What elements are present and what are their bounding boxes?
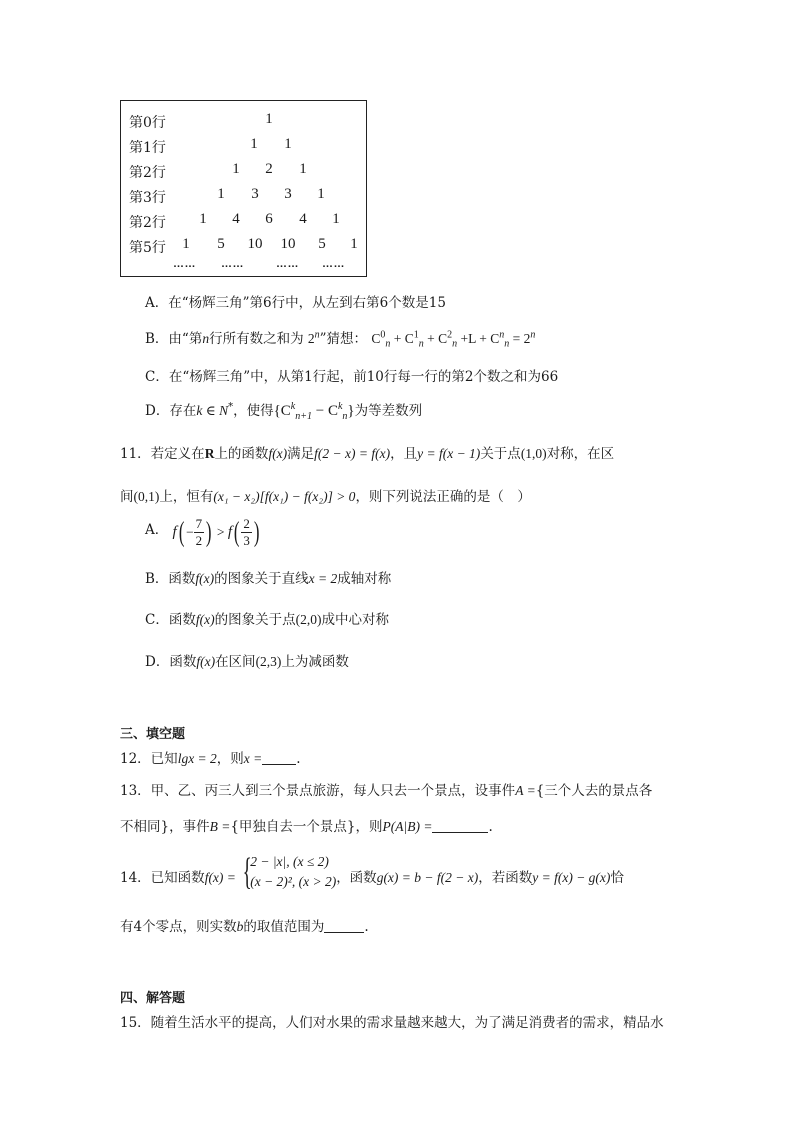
math-fx-def: f(x) = xyxy=(204,870,236,885)
option-text: 成轴对称 xyxy=(337,571,392,587)
option-text: 在区间 xyxy=(215,654,256,670)
stem-text: 恰 xyxy=(610,870,624,886)
stem-text: 关于点 xyxy=(480,446,521,462)
stem-text: ，函数 xyxy=(336,870,377,886)
q10-option-b xyxy=(145,327,535,350)
math-fx: f(x) xyxy=(195,571,215,586)
stem-text: ，若函数 xyxy=(478,870,533,886)
option-text: 的图象关于点 xyxy=(214,612,296,628)
triangle-number: 2 xyxy=(265,161,273,177)
triangle-number: 1 xyxy=(232,161,240,177)
ellipsis: …… xyxy=(221,258,244,270)
math-conditional-prob: P(A|B) = xyxy=(382,819,433,834)
piecewise-case: (x − 2)², (x > 2) xyxy=(250,874,337,889)
math-interval: (2,3) xyxy=(255,654,282,669)
q10-option-c: C．在“杨辉三角”中，从第1行起，前10行每一行的第2个数之和为66 xyxy=(145,369,559,385)
answer-blank[interactable] xyxy=(324,920,364,933)
answer-blank[interactable] xyxy=(262,752,296,765)
option-text: 的图象关于直线 xyxy=(214,571,309,587)
q14-line1 xyxy=(120,852,624,896)
row-label: 第0行 xyxy=(129,115,166,131)
q11-option-a: A． f( − $\frac{7}{2}$ ) > f( $\frac{2}{3}$ ) xyxy=(145,516,260,548)
triangle-number: 1 xyxy=(250,136,258,152)
triangle-number: 4 xyxy=(299,211,307,227)
answer-blank[interactable] xyxy=(432,820,488,833)
binomial-sum-formula: $C^0_n + C^1_n + C^2_n +L + C^n_n = 2^n$ xyxy=(371,329,536,350)
math-monotonic-ineq: (x₁ − x₂)[f(x₁) − f(x₂)] > 0 xyxy=(213,489,356,504)
triangle-number: 6 xyxy=(265,211,273,227)
math-fx: f(x) xyxy=(195,612,215,627)
option-text: D．函数 xyxy=(145,654,197,670)
q15-stem: 15．随着生活水平的提高，人们对水果的需求量越来越大，为了满足消费者的需求，精品水 xyxy=(120,1015,664,1031)
math-R: R xyxy=(204,446,215,461)
triangle-number: 1 xyxy=(199,211,207,227)
stem-text: . xyxy=(296,751,301,767)
fraction-numerator: 7 xyxy=(195,516,203,531)
q11-option-d xyxy=(145,650,349,670)
math-gx-def: g(x) = b − f(2 − x) xyxy=(376,870,479,885)
q10-option-d: D．存在k ∈ N*，使得$\{C^k_{n+1} - C^k_n\}$为等差数列 xyxy=(145,401,423,422)
ellipsis: …… xyxy=(276,258,299,270)
stem-text: ，则 xyxy=(216,751,244,767)
stem-text: . xyxy=(488,819,493,835)
ellipsis: …… xyxy=(173,258,196,270)
q11-option-c xyxy=(145,608,389,628)
option-text: 成中心对称 xyxy=(321,612,389,628)
q12 xyxy=(120,747,301,767)
math-n: n xyxy=(202,331,210,346)
triangle-number: 1 xyxy=(332,211,340,227)
row-label: 第2行 xyxy=(129,215,166,231)
math-x: x = xyxy=(243,751,263,766)
stem-text: 上的函数 xyxy=(214,446,269,462)
math-log-eq: lgx = 2 xyxy=(177,751,217,766)
row-label: 第2行 xyxy=(129,165,166,181)
yanghui-triangle-table xyxy=(120,100,367,277)
math-fx: f(x) xyxy=(196,654,216,669)
option-text: ，使得 xyxy=(233,403,274,419)
piecewise-case: 2 − |x|, (x ≤ 2) xyxy=(250,854,329,869)
math-k-in-n: k ∈ N xyxy=(196,403,229,418)
triangle-number: 1 xyxy=(182,236,190,252)
q14-line2 xyxy=(120,915,369,935)
option-text: B．由“第 xyxy=(145,331,203,347)
triangle-number: 1 xyxy=(350,236,358,252)
q10-option-a: A．在“杨辉三角”第6行中，从左到右第6个数是15 xyxy=(145,295,446,311)
math-line: x = 2 xyxy=(308,571,338,586)
math-point: (1,0) xyxy=(520,446,547,461)
row-label: 第1行 xyxy=(129,140,166,156)
stem-text: {三个人去的景点各 xyxy=(535,783,653,799)
triangle-number: 1 xyxy=(299,161,307,177)
q11-stem-line2 xyxy=(120,485,531,505)
stem-text: {甲独自去一个景点}，则 xyxy=(230,819,383,835)
q11-stem-line1 xyxy=(120,442,614,462)
option-text: B．函数 xyxy=(145,571,196,587)
math-exponent: n xyxy=(314,329,320,341)
math-interval: (0,1) xyxy=(133,489,160,504)
triangle-number: 10 xyxy=(280,236,296,252)
math-fx: f(x) xyxy=(268,446,288,461)
section-header-answer: 四、解答题 xyxy=(120,991,186,1006)
fraction-numerator: 2 xyxy=(243,516,250,531)
option-text: D．存在 xyxy=(145,403,197,419)
math-event-a: A = xyxy=(515,783,536,798)
option-text: ”猜想： xyxy=(319,331,368,347)
math-shift-eq: y = f(x − 1) xyxy=(417,446,481,461)
math-b: b xyxy=(236,919,244,934)
option-text: 上为减函数 xyxy=(281,654,349,670)
combination-sequence: $\{C^k_{n+1} - C^k_n\}$ xyxy=(273,401,355,422)
q13-line1 xyxy=(120,779,652,799)
stem-text: ，且 xyxy=(390,446,418,462)
math-event-b: B = xyxy=(209,819,231,834)
triangle-number: 1 xyxy=(265,111,273,127)
ellipsis: …… xyxy=(322,258,345,270)
triangle-number: 1 xyxy=(217,186,225,202)
triangle-number: 5 xyxy=(318,236,326,252)
stem-text: 14．已知函数 xyxy=(120,870,205,886)
stem-text: 不相同}，事件 xyxy=(120,819,210,835)
math-symmetry-eq: f(2 − x) = f(x) xyxy=(314,446,391,461)
triangle-number: 1 xyxy=(317,186,325,202)
triangle-number: 5 xyxy=(217,236,225,252)
option-text: 行所有数之和为 xyxy=(209,331,304,347)
stem-text: 的取值范围为 xyxy=(243,919,325,935)
row-label: 第3行 xyxy=(129,190,166,206)
triangle-number: 3 xyxy=(251,186,259,202)
stem-text: 12．已知 xyxy=(120,751,178,767)
fraction-denominator: 3 xyxy=(243,533,250,548)
fraction-denominator: 2 xyxy=(195,533,203,548)
math-power: 2 xyxy=(307,331,315,346)
triangle-number: 4 xyxy=(232,211,240,227)
stem-text: 11．若定义在 xyxy=(120,446,205,462)
row-label: 第5行 xyxy=(129,240,166,256)
stem-text: 13．甲、乙、丙三人到三个景点旅游，每人只去一个景点，设事件 xyxy=(120,783,516,799)
option-text: C．函数 xyxy=(145,612,196,628)
triangle-number: 10 xyxy=(247,236,263,252)
option-label: A． xyxy=(145,522,169,538)
math-y-def: y = f(x) − g(x) xyxy=(532,870,611,885)
stem-text: 间 xyxy=(120,489,134,505)
stem-text: ，则下列说法正确的是（ ） xyxy=(355,489,531,505)
stem-text: 满足 xyxy=(287,446,315,462)
q11-option-b xyxy=(145,567,391,587)
triangle-number: 3 xyxy=(284,186,292,202)
piecewise-function: { 2 − |x|, (x ≤ 2) (x − 2)², (x > 2) xyxy=(240,852,336,892)
triangle-number: 1 xyxy=(284,136,292,152)
stem-text: 对称，在区 xyxy=(546,446,615,462)
option-text: 为等差数列 xyxy=(354,403,423,419)
section-header-fill-blank: 三、填空题 xyxy=(120,727,186,742)
stem-text: . xyxy=(364,919,369,935)
stem-text: 有4个零点，则实数 xyxy=(120,919,237,935)
q13-line2 xyxy=(120,815,493,835)
stem-text: 上，恒有 xyxy=(159,489,214,505)
math-f: f xyxy=(172,524,177,540)
math-point: (2,0) xyxy=(295,612,322,627)
